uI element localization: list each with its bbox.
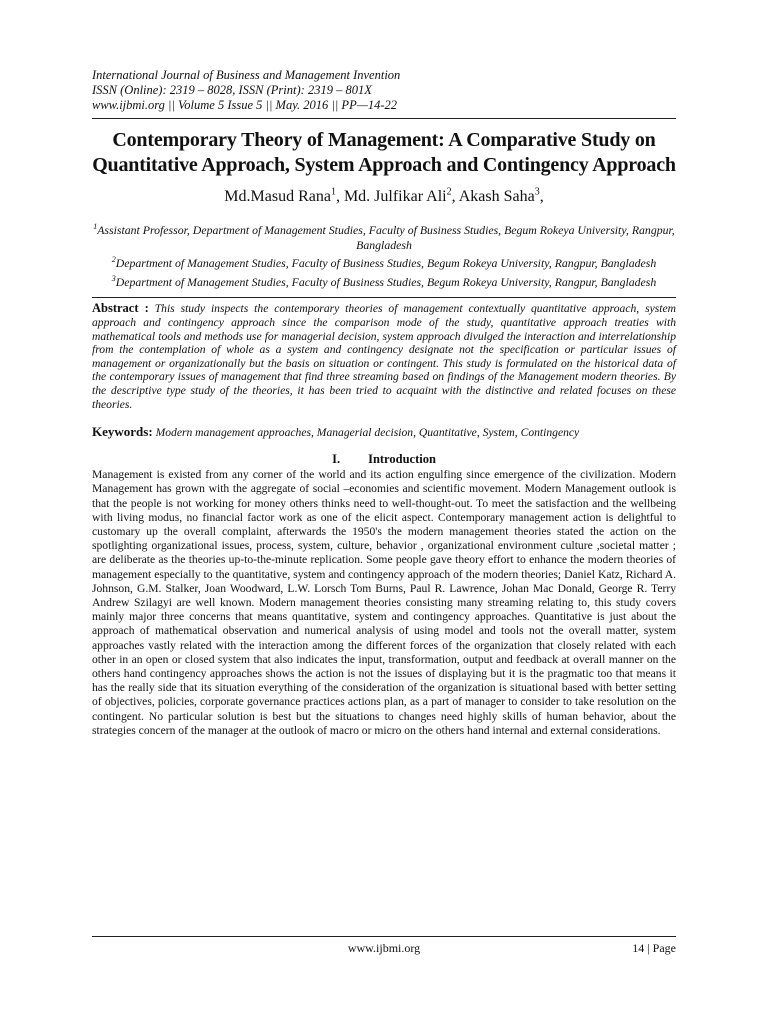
affiliations — [92, 220, 676, 289]
keywords-label: Keywords: — [92, 424, 153, 440]
author: Md. Julfikar Ali$^2$, — [343, 187, 459, 206]
abstract-rule — [92, 297, 676, 298]
author-list — [92, 187, 676, 206]
section-number: I. — [332, 452, 341, 467]
abstract — [92, 302, 676, 411]
page-footer — [92, 936, 676, 955]
affiliation: $^1$Assistant Professor, Department of Management Studies, Faculty of Business Studies, Begum Rokeya University, Rangpur, Bangladesh — [93, 222, 675, 252]
journal-issue: www.ijbmi.org || Volume 5 Issue 5 || May. 2016 || PP—14-22 — [92, 98, 397, 112]
paper-title: Contemporary Theory of Management: A Comparative Study on Quantitative Approach, System Approach and Contingency Approach — [92, 129, 676, 176]
page-number: 14 | Page — [632, 941, 676, 955]
journal-header — [92, 68, 676, 113]
abstract-text: This study inspects the contemporary theories of management contextually quantitative approach, system approach and contingency approach since the comparison mode of the study, quantitative approach treaties with mathematical tools and methods use for managerial decision, system approach divulged the interaction and interrelationship from the contemplation of whole as a system and contingency designate not the specification or particular issues of management or organizationally but the basis on situation or contingent. This study is formulated on the historical data of the contemporary issues of management that find three streaming based on findings of the Management modern theories. By the descriptive type study of the theories, it has been tried to acquaint with the distinctive and related focuses on these theories. — [92, 302, 676, 411]
section-title: Introduction — [368, 452, 436, 467]
keywords — [92, 424, 676, 440]
affiliation: $^3$Department of Management Studies, Faculty of Business Studies, Begum Rokeya University, Rangpur, Bangladesh — [111, 273, 657, 289]
introduction-text: Management is existed from any corner of the world and its action engulfing since emergence of the civilization. Modern Management has grown with the aggregate of social –economies and scientific movement. Modern Management outlook is that the people is not working for money others thinks need to well-thought-out. To meet the satisfaction and the wellbeing with living modus, no financial factor work as one of the elicit aspect. Contemporary management action is delightful to customary up the overall complaint, afterwards the 1950's the modern management theories stated the action on the spotlighting organizational issues, process, system, culture, behavior , organizational environment culture ,societal matter ; are deliberate as the theories up-to-the-minute replication. Some people gave theory effort to enhance the modern theories of management especially to the quantitative, system and contingency approach of the modern theories; Daniel Katz, Richard A. Johnson, G.M. Stalker, Joan Woodward, L.W. Lorsch Tom Burns, Paul R. Lawrence, Johan Mac Donald, George R. Terry Andrew Szilagyi are well known. Modern management theories consisting many streaming relating to, this study covers mainly major three concerns that means quantitative, system and contingency approaches. Quantitative is just about the approach of mathematical observation and numerical analysis of using model and tools not the overall matter, system approaches vastly related with the interaction among the different forces of the organization that closely related with each other in an open or closed system that also indicates the input, transformation, output and feedback at overall manner on the others hand contingency approaches shows the action is not the issues of displaying but it is the pragmatic too that means it has the really side that its situation everything of the consideration of the organization is situational based with better setting of objectives, policies, corporate governance practices actions plan, as a part of manager to consider to take resolution on the contingent. No particular solution is best but the situations to changes need highly skills of human behavior, about the strategies concern of the manager at the outlook of macro or micro on the others hand internal and external considerations. — [92, 468, 676, 737]
footer-website: www.ijbmi.org — [347, 941, 421, 955]
keywords-text: Modern management approaches, Managerial decision, Quantitative, System, Contingency — [155, 426, 580, 440]
section-heading — [92, 452, 676, 467]
abstract-label: Abstract : — [92, 301, 149, 316]
paper-page — [92, 68, 676, 738]
header-rule — [92, 118, 676, 119]
author: Md.Masud Rana$^1$, — [224, 187, 344, 206]
affiliation: $^2$Department of Management Studies, Faculty of Business Studies, Begum Rokeya University, Rangpur, Bangladesh — [111, 255, 657, 271]
author: Akash Saha$^3$, — [458, 187, 544, 206]
journal-name: International Journal of Business and Management Invention — [92, 68, 401, 82]
journal-issn: ISSN (Online): 2319 – 8028, ISSN (Print): 2319 – 801X — [92, 83, 372, 97]
